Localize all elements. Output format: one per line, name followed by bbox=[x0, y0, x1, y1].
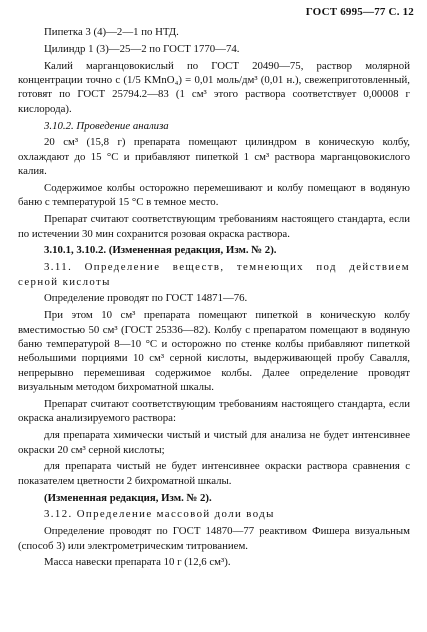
document-body bbox=[18, 25, 410, 572]
section-3-11-heading: 3.11. Определение веществ, темнеющих под действием серной кислоты bbox=[18, 261, 410, 288]
paragraph-sample-mass: Масса навески препарата 10 г (12,6 см³). bbox=[44, 556, 231, 569]
paragraph-permanganate: Калий марганцовокислый по ГОСТ 20490—75, раствор молярной концентрации точно с (1/5 KMnO₄) = 0,01 моль/дм³ (0,01 н.), свежеприготовленный, готовят по ГОСТ 25794.2—83 (1 см³ этого раствора соответствует 0,00008 г кислорода). bbox=[18, 59, 410, 115]
amendment-note-1: 3.10.1, 3.10.2. (Измененная редакция, Изм. № 2). bbox=[44, 244, 277, 257]
paragraph-cylinder: Цилиндр 1 (3)—25—2 по ГОСТ 1770—74. bbox=[44, 42, 240, 55]
page-header: ГОСТ 6995—77 С. 12 bbox=[305, 6, 414, 18]
paragraph-acceptance: Препарат считают соответствующим требованиям настоящего стандарта, если по истечении 30 мин сохранится розовая окраска раствора. bbox=[18, 213, 410, 240]
paragraph-grade-pure: для препарата чистый не будет интенсивнее окраски раствора сравнения с показателем цветности 2 бихроматной шкалы. bbox=[18, 460, 410, 487]
paragraph-grade-pure-analysis: для препарата химически чистый и чистый для анализа не будет интенсивнее окраски 20 см³ серной кислоты; bbox=[18, 429, 410, 456]
paragraph-mixing: Содержимое колбы осторожно перемешивают и колбу помещают в водяную баню с температурой 15 °С в темное место. bbox=[18, 182, 410, 209]
paragraph-acid-procedure: При этом 10 см³ препарата помещают пипеткой в коническую колбу вместимостью 50 см³ (ГОСТ 25336—82). Колбу с препаратом помещают в водяную баню температурой 8—10 °С и осторожно по стенке колбы прибавляют пипеткой небольшими порциями 10 см³ серной кислоты, выдерживающей пробу Савалля, непрерывно перемешивая содержимое колбы. Далее определение проводят визуальным методом бихроматной шкалы. bbox=[18, 309, 410, 394]
paragraph-fischer: Определение проводят по ГОСТ 14870—77 реактивом Фишера визуальным (способ 3) или электрометрическим титрованием. bbox=[18, 525, 410, 552]
section-3-10-2-heading: 3.10.2. Проведение анализа bbox=[44, 119, 169, 132]
paragraph-pipette: Пипетка 3 (4)—2—1 по НТД. bbox=[44, 26, 179, 38]
section-3-12-heading: 3.12. Определение массовой доли воды bbox=[44, 508, 275, 521]
paragraph-procedure: 20 см³ (15,8 г) препарата помещают цилиндром в коническую колбу, охлаждают до 15 °С и прибавляют пипеткой 1 см³ раствора марганцовокислого калия. bbox=[18, 136, 410, 178]
paragraph-acid-acceptance: Препарат считают соответствующим требованиям настоящего стандарта, если окраска анализируемого раствора: bbox=[18, 398, 410, 425]
paragraph-method-ref: Определение проводят по ГОСТ 14871—76. bbox=[44, 292, 248, 305]
amendment-note-2: (Измененная редакция, Изм. № 2). bbox=[44, 491, 212, 504]
